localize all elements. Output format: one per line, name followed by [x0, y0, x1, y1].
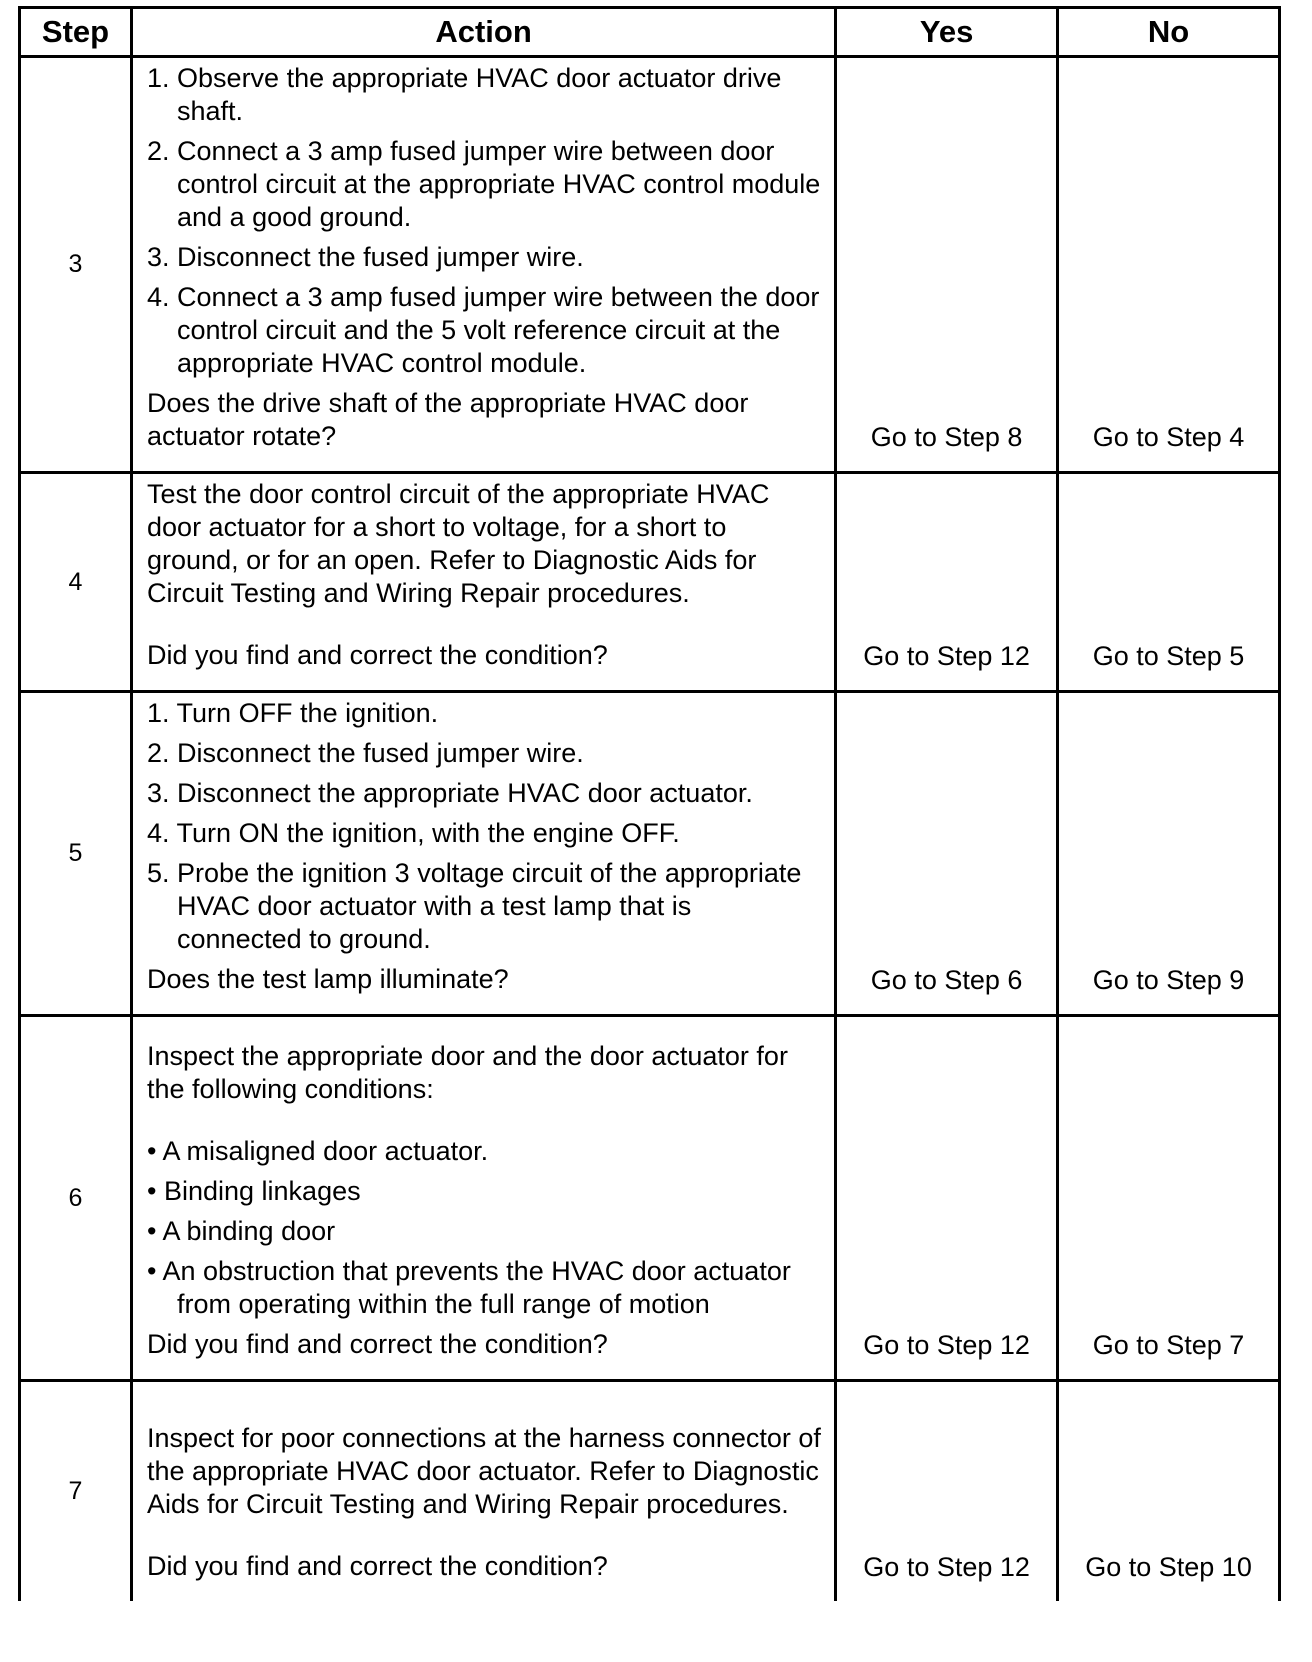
- list-item: 3. Disconnect the fused jumper wire.: [147, 242, 584, 272]
- action-cell: [132, 1381, 836, 1601]
- action-cell: [132, 692, 836, 1016]
- header-no: No: [1058, 8, 1280, 57]
- yes-result: Go to Step 12: [836, 1381, 1058, 1601]
- list-item: 2. Connect a 3 amp fused jumper wire between door control circuit at the appropriate HVAC control module and a good ground.: [147, 136, 821, 232]
- action-cell: [132, 1016, 836, 1381]
- step-number: 6: [20, 1016, 132, 1381]
- list-item: 2. Disconnect the fused jumper wire.: [147, 738, 584, 768]
- instruction-text: Test the door control circuit of the appropriate HVAC door actuator for a short to voltage, for a short to ground, or for an open. Refer to Diagnostic Aids for Circuit Testing and Wiring Repair procedures.: [147, 479, 770, 608]
- no-result: Go to Step 9: [1058, 692, 1280, 1016]
- header-step: Step: [20, 8, 132, 57]
- yes-result: Go to Step 12: [836, 473, 1058, 692]
- step-number: 3: [20, 57, 132, 473]
- table-row: [20, 57, 1280, 473]
- yes-result: Go to Step 12: [836, 1016, 1058, 1381]
- step-number: 4: [20, 473, 132, 692]
- no-result: Go to Step 10: [1058, 1381, 1280, 1601]
- bullet-item: • A misaligned door actuator.: [147, 1136, 489, 1166]
- action-cell: [132, 473, 836, 692]
- no-result: Go to Step 7: [1058, 1016, 1280, 1381]
- list-item: 4. Turn ON the ignition, with the engine OFF.: [147, 818, 680, 848]
- yes-result: Go to Step 8: [836, 57, 1058, 473]
- table-row: [20, 1381, 1280, 1601]
- table-row: [20, 692, 1280, 1016]
- header-action: Action: [132, 8, 836, 57]
- header-yes: Yes: [836, 8, 1058, 57]
- question-text: Does the drive shaft of the appropriate HVAC door actuator rotate?: [147, 388, 749, 451]
- list-item: 5. Probe the ignition 3 voltage circuit of the appropriate HVAC door actuator with a test lamp that is connected to ground.: [147, 858, 802, 954]
- question-text: Did you find and correct the condition?: [147, 1550, 608, 1581]
- no-result: Go to Step 4: [1058, 57, 1280, 473]
- bullet-item: • An obstruction that prevents the HVAC door actuator from operating within the full range of motion: [147, 1256, 791, 1319]
- bullet-item: • A binding door: [147, 1216, 336, 1246]
- yes-result: Go to Step 6: [836, 692, 1058, 1016]
- list-item: 4. Connect a 3 amp fused jumper wire between the door control circuit and the 5 volt reference circuit at the appropriate HVAC control module.: [147, 282, 820, 378]
- list-item: 1. Turn OFF the ignition.: [147, 698, 439, 728]
- action-cell: [132, 57, 836, 473]
- table-row: [20, 1016, 1280, 1381]
- table-row: [20, 473, 1280, 692]
- bullet-item: • Binding linkages: [147, 1176, 361, 1206]
- list-item: 1. Observe the appropriate HVAC door actuator drive shaft.: [147, 63, 782, 126]
- instruction-text: Inspect for poor connections at the harness connector of the appropriate HVAC door actuator. Refer to Diagnostic Aids for Circuit Testing and Wiring Repair procedures.: [147, 1422, 821, 1519]
- question-text: Did you find and correct the condition?: [147, 1329, 608, 1359]
- no-result: Go to Step 5: [1058, 473, 1280, 692]
- step-number: 7: [20, 1381, 132, 1601]
- list-item: 3. Disconnect the appropriate HVAC door actuator.: [147, 778, 753, 808]
- question-text: Does the test lamp illuminate?: [147, 964, 509, 994]
- instruction-text: Inspect the appropriate door and the door actuator for the following conditions:: [147, 1041, 788, 1104]
- header-row: [20, 8, 1280, 57]
- step-number: 5: [20, 692, 132, 1016]
- question-text: Did you find and correct the condition?: [147, 640, 608, 670]
- diagnostic-table: [18, 6, 1281, 1601]
